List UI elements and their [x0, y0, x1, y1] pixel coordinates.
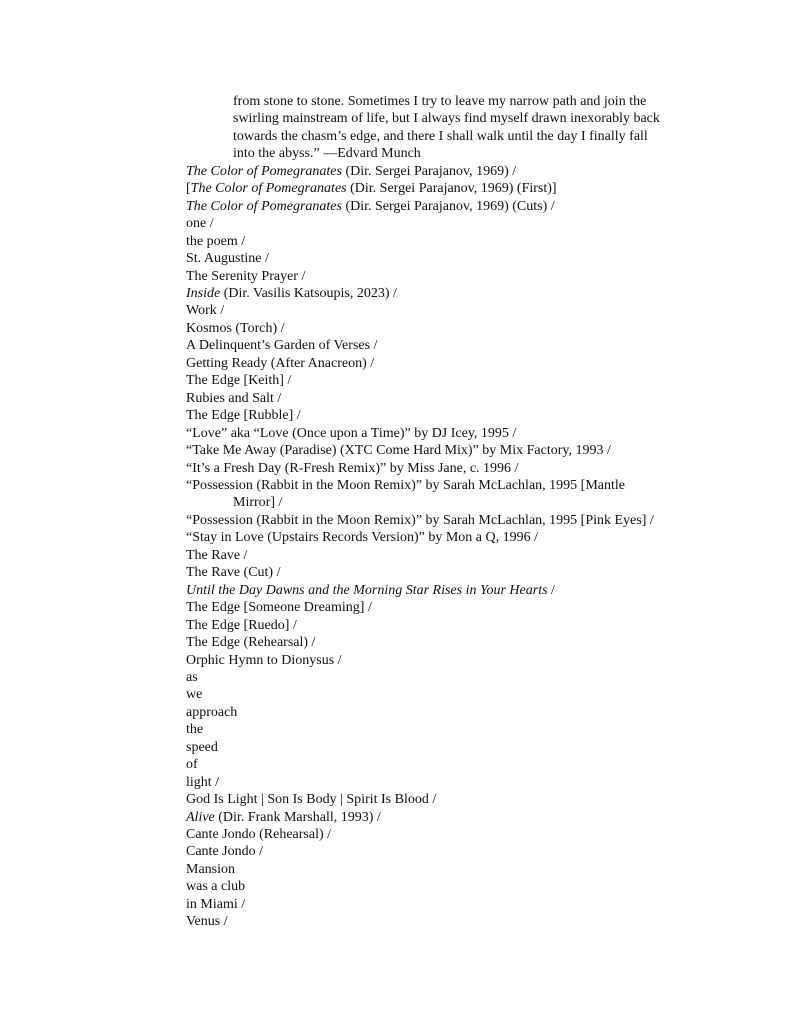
- entry-line: The Edge (Rehearsal) /: [186, 635, 316, 651]
- entry-detail: (Dir. Sergei Parajanov, 1969) (First)]: [346, 181, 557, 197]
- entry-line: Rubies and Salt /: [186, 390, 282, 406]
- entry-line: The Edge [Ruedo] /: [186, 617, 297, 633]
- entry-line: [186, 198, 706, 215]
- entry-prefix: [: [186, 181, 191, 197]
- entry-line: [186, 163, 706, 180]
- entry-line: The Edge [Keith] /: [186, 373, 292, 389]
- entry-line: “Stay in Love (Upstairs Records Version)” by Mon a Q, 1996 /: [186, 530, 539, 546]
- entry-line: of: [186, 757, 198, 773]
- entry-line: speed: [186, 739, 218, 755]
- entry-line: Orphic Hymn to Dionysus /: [186, 652, 342, 668]
- entry-line: was a club: [186, 879, 246, 895]
- entry-line: the: [186, 722, 204, 738]
- quote-line: into the abyss.” —Edvard Munch: [233, 146, 421, 162]
- entry-line: we: [186, 687, 203, 703]
- quote-line: from stone to stone. Sometimes I try to leave my narrow path and join the: [233, 94, 647, 109]
- entry-list: [186, 163, 706, 931]
- entry-detail: (Dir. Vasilis Katsoupis, 2023) /: [220, 285, 397, 301]
- entry-line: “Love” aka “Love (Once upon a Time)” by DJ Icey, 1995 /: [186, 425, 517, 441]
- entry-line: The Rave /: [186, 547, 248, 563]
- entry-line: The Rave (Cut) /: [186, 565, 281, 581]
- entry-title: Until the Day Dawns and the Morning Star Rises in Your Hearts: [186, 582, 548, 598]
- entry-line: Kosmos (Torch) /: [186, 320, 285, 336]
- entry-line: Cante Jondo (Rehearsal) /: [186, 827, 332, 843]
- entry-line: Cante Jondo /: [186, 844, 263, 860]
- entry-line: [186, 809, 706, 826]
- entry-line: The Edge [Someone Dreaming] /: [186, 600, 372, 616]
- entry-line: Getting Ready (After Anacreon) /: [186, 355, 375, 371]
- entry-detail: (Dir. Sergei Parajanov, 1969) /: [341, 163, 517, 179]
- entry-line: [186, 285, 706, 302]
- entry-title: The Color of Pomegranates: [186, 163, 342, 179]
- entry-line: “Take Me Away (Paradise) (XTC Come Hard Mix)” by Mix Factory, 1993 /: [186, 443, 611, 459]
- entry-detail: (Dir. Sergei Parajanov, 1969) (Cuts) /: [341, 198, 555, 214]
- entry-line: God Is Light | Son Is Body | Spirit Is Blood /: [186, 792, 437, 808]
- entry-line: [186, 582, 706, 599]
- entry-line: approach: [186, 704, 238, 720]
- quote-line: swirling mainstream of life, but I always find myself drawn inexorably back: [233, 111, 660, 127]
- entry-line: as: [186, 669, 198, 685]
- entry-line: the poem /: [186, 233, 246, 249]
- entry-title: The Color of Pomegranates: [186, 198, 342, 214]
- entry-title: Inside: [186, 285, 221, 301]
- entry-line: “Possession (Rabbit in the Moon Remix)” by Sarah McLachlan, 1995 [Pink Eyes] /: [186, 512, 654, 528]
- entry-title: The Color of Pomegranates: [190, 181, 347, 197]
- entry-line: “It’s a Fresh Day (R-Fresh Remix)” by Miss Jane, c. 1996 /: [186, 460, 519, 476]
- entry-line: [186, 180, 706, 197]
- entry-detail: /: [547, 582, 555, 598]
- entry-line: in Miami /: [186, 896, 246, 912]
- quote-line: towards the chasm’s edge, and there I shall walk until the day I finally fall: [233, 128, 648, 144]
- entry-line: St. Augustine /: [186, 251, 269, 267]
- entry-line: Venus /: [186, 914, 228, 930]
- entry-line: Mirror] /: [233, 495, 283, 511]
- entry-line: Work /: [186, 303, 225, 319]
- entry-line: The Serenity Prayer /: [186, 268, 306, 284]
- document-text: [186, 93, 706, 931]
- entry-title: Alive: [186, 809, 215, 825]
- entry-line: Mansion: [186, 861, 235, 877]
- entry-line: one /: [186, 216, 214, 232]
- entry-line: “Possession (Rabbit in the Moon Remix)” by Sarah McLachlan, 1995 [Mantle: [186, 477, 625, 493]
- entry-line: light /: [186, 774, 220, 790]
- entry-line: A Delinquent’s Garden of Verses /: [186, 338, 378, 354]
- entry-line: The Edge [Rubble] /: [186, 408, 301, 424]
- entry-detail: (Dir. Frank Marshall, 1993) /: [214, 809, 381, 825]
